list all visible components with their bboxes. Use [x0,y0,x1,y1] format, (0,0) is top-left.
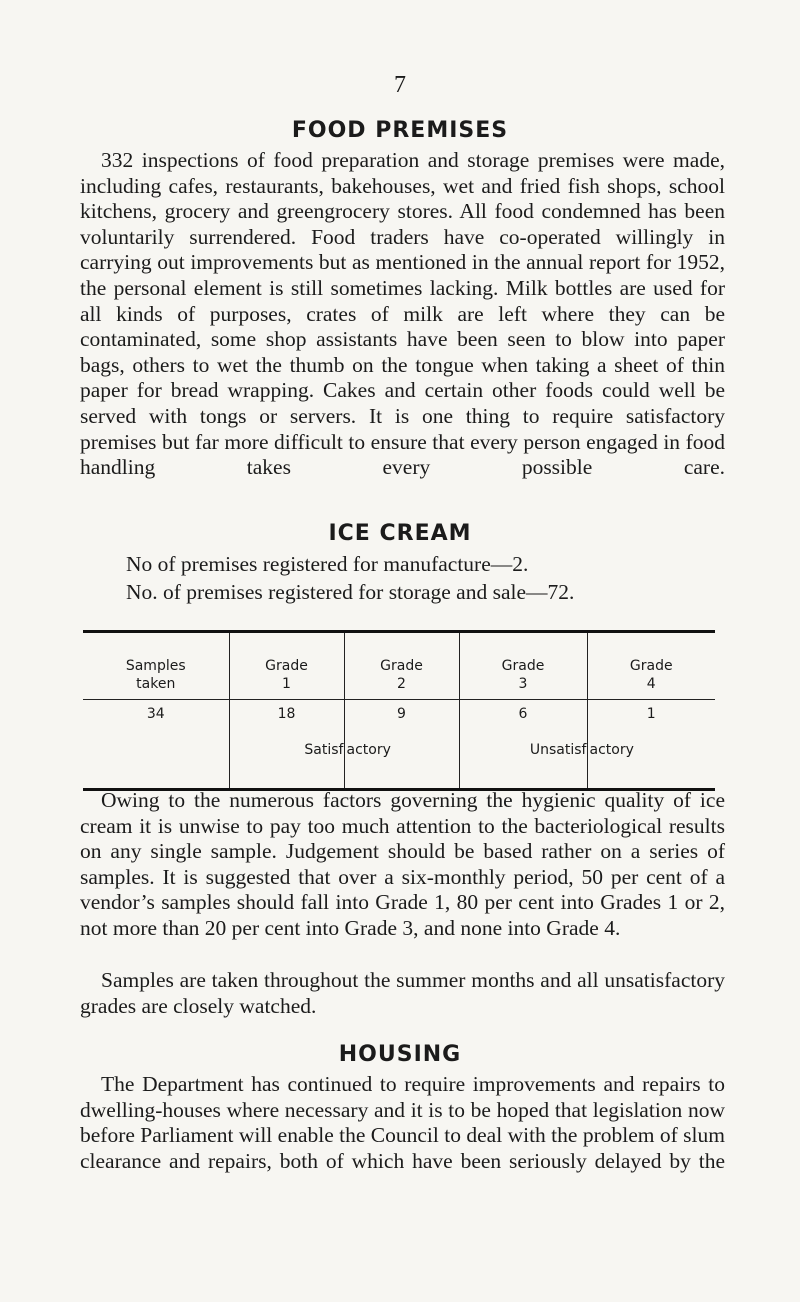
cell-grade-2 [344,700,459,790]
cell-grade-4 [587,700,715,790]
value-grade-3: 6 [518,706,528,722]
note-satisf: Satisf [304,742,344,758]
cell-grade-3 [459,700,587,790]
note-actory-1: actory [346,742,391,758]
cell-samples-taken [83,700,229,790]
ice-cream-heading: ICE CREAM [328,521,472,546]
header-grade-1: Grade 1 [229,632,344,700]
header-samples-taken: Samples taken [83,632,229,700]
manufacture-premises-line: No of premises registered for manufacture—2. [126,552,529,576]
value-grade-1: 18 [277,706,296,722]
housing-heading: HOUSING [338,1042,462,1067]
housing-paragraph: The Department has continued to require improvements and repairs to dwelling-houses where necessary and it is to be hoped that legislation now before Parliament will enable the Council to deal with the problem of slum clearance and repairs, both of which have been seriously delayed by the [80,1072,725,1173]
value-grade-2: 9 [397,706,406,722]
storage-premises-line: No. of premises registered for storage and sale—72. [126,580,575,604]
food-premises-paragraph: 332 inspections of food preparation and storage premises were made, including cafes, restaurants, bakehouses, wet and fried fish shops, school kitchens, grocery and greengrocery stores. All food condemned has been voluntarily surrendered. Food traders have co-operated willingly in carrying out improvements but as mentioned in the annual report for 1952, the personal element is still sometimes lacking. Milk bottles are used for all kinds of purposes, crates of milk are left where they can be contaminated, some shop assistants have been seen to blow into paper bags, others to wet the thumb on the tongue when taking a sheet of thin paper for bread wrapping. Cakes and certain other foods could well be served with tongs or servers. It is one thing to require satisfactory premises but far more difficult to ensure that every person engaged in food handling takes every possible care. [80,148,725,480]
header-grade-2: Grade 2 [344,632,459,700]
note-unsatisf: Unsatisf [529,742,587,758]
ice-cream-grades-table [83,630,715,791]
page-number: 7 [394,72,406,98]
cell-grade-1 [229,700,344,790]
value-grade-4: 1 [646,706,656,722]
food-premises-heading: FOOD PREMISES [291,118,509,143]
value-samples-taken: 34 [146,706,165,722]
table-row [83,700,715,790]
ice-cream-paragraph-1: Owing to the numerous factors governing the hygienic quality of ice cream it is unwise to pay too much attention to the bacteriological results on any single sample. Judgement should be based rather on a series of samples. It is suggested that over a six-monthly period, 50 per cent of a vendor’s samples should fall into Grade 1, 80 per cent into Grades 1 or 2, not more than 20 per cent into Grade 3, and none into Grade 4. [80,788,725,940]
header-grade-3: Grade 3 [459,632,587,700]
table-header-row [83,632,715,700]
ice-cream-paragraph-2: Samples are taken throughout the summer months and all unsatisfactory grades are closely watched. [80,968,725,1018]
header-grade-4: Grade 4 [587,632,715,700]
note-actory-2: actory [589,742,634,758]
